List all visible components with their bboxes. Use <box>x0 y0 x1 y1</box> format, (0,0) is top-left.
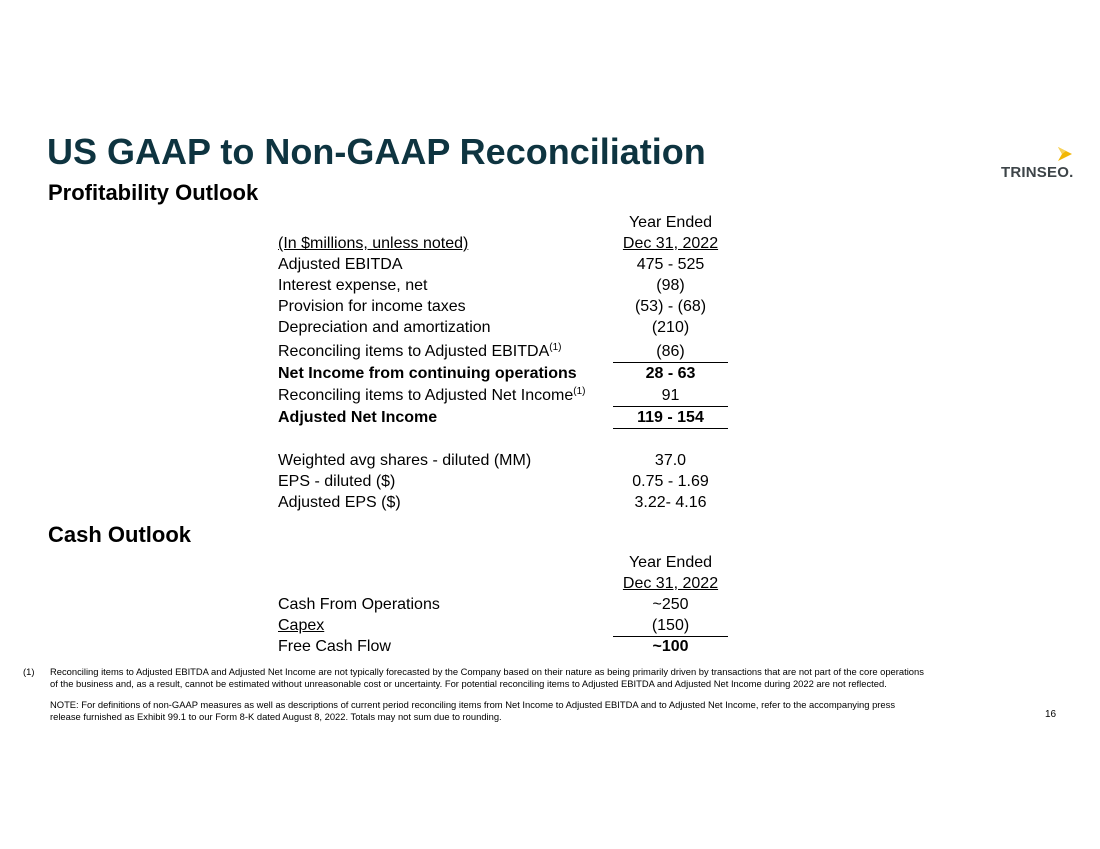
row-label: Weighted avg shares - diluted (MM) <box>278 452 532 469</box>
row-label: Adjusted EPS ($) <box>278 494 401 511</box>
footnote-line: Reconciling items to Adjusted EBITDA and Adjusted Net Income are not typically forecasted by the Company based on their nature as being primarily driven by transactions that are not part of the core operations <box>50 666 924 677</box>
row-value: (150) <box>613 615 728 637</box>
table-row <box>278 296 728 317</box>
row-value: 3.22- 4.16 <box>634 494 707 511</box>
footnote-text <box>50 666 924 690</box>
table-row <box>278 471 728 492</box>
row-value: 475 - 525 <box>636 256 705 273</box>
logo-text: TRINSEO. <box>1001 164 1074 181</box>
footnote-ref: (1) <box>573 386 586 397</box>
col-header-year-ended: Year Ended <box>628 554 713 571</box>
row-label: Reconciling items to Adjusted EBITDA$^{(1)}$ <box>278 342 562 360</box>
table-header-row <box>278 233 728 254</box>
footnote-line: of the business and, as a result, cannot be estimated without unreasonable cost or uncertainty. For potential reconciling items to Adjusted EBITDA and Adjusted Net Income during 2022 are not reflected. <box>50 678 887 689</box>
table-header-row <box>278 212 728 233</box>
table-header-row <box>278 552 728 573</box>
row-value: ~100 <box>652 638 689 655</box>
table-row <box>278 385 728 406</box>
table-row <box>278 363 728 384</box>
table-row <box>278 275 728 296</box>
row-value: 0.75 - 1.69 <box>632 473 709 490</box>
col-header-year-ended: Year Ended <box>628 214 713 231</box>
note-text <box>50 699 895 723</box>
row-label: Adjusted EBITDA <box>278 256 403 273</box>
trinseo-logo <box>999 146 1079 186</box>
row-label: Capex <box>278 617 325 634</box>
row-value: 37.0 <box>654 452 687 469</box>
row-value: 28 - 63 <box>645 365 696 382</box>
row-label: Depreciation and amortization <box>278 319 491 336</box>
row-value: ~250 <box>652 596 689 613</box>
table-row <box>278 254 728 275</box>
note-line: NOTE: For definitions of non-GAAP measures as well as descriptions of current period reconciling items from Net Income to Adjusted EBITDA and to Adjusted Net Income, refer to the accompanying press <box>50 699 896 710</box>
table-row <box>278 636 728 657</box>
row-value: (53) - (68) <box>634 298 707 315</box>
profitability-heading: Profitability Outlook <box>48 180 259 205</box>
row-label: EPS - diluted ($) <box>278 473 396 490</box>
col-header-date: Dec 31, 2022 <box>622 235 719 252</box>
page-number: 16 <box>1045 709 1057 720</box>
table-row <box>278 450 728 471</box>
col-header-date: Dec 31, 2022 <box>622 575 719 592</box>
table-row <box>278 615 728 636</box>
table-row <box>278 317 728 338</box>
row-value: (86) <box>613 341 728 363</box>
row-value: 119 - 154 <box>613 407 728 429</box>
row-label: Free Cash Flow <box>278 638 391 655</box>
footnote-number: (1) <box>23 666 35 677</box>
units-label: (In $millions, unless noted) <box>278 235 469 252</box>
chevron-arrow-icon <box>1057 146 1073 162</box>
row-label: Reconciling items to Adjusted Net Income$^{(1)}$ <box>278 386 586 404</box>
table-row <box>278 341 728 362</box>
row-value: (210) <box>651 319 690 336</box>
row-label: Provision for income taxes <box>278 298 466 315</box>
row-label: Cash From Operations <box>278 596 440 613</box>
row-value: (98) <box>656 277 685 294</box>
row-label: Adjusted Net Income <box>278 409 438 426</box>
table-row <box>278 594 728 615</box>
cash-heading: Cash Outlook <box>48 522 192 547</box>
row-label: Interest expense, net <box>278 277 428 294</box>
note-line: release furnished as Exhibit 99.1 to our Form 8-K dated August 8, 2022. Totals may not sum due to rounding. <box>50 711 502 722</box>
page-title: US GAAP to Non-GAAP Reconciliation <box>47 131 706 172</box>
row-value: 91 <box>613 385 728 407</box>
row-label: Net Income from continuing operations <box>278 365 577 382</box>
footnote-ref: (1) <box>549 342 562 353</box>
table-row <box>278 492 728 513</box>
table-row <box>278 407 728 428</box>
table-header-row <box>278 573 728 594</box>
